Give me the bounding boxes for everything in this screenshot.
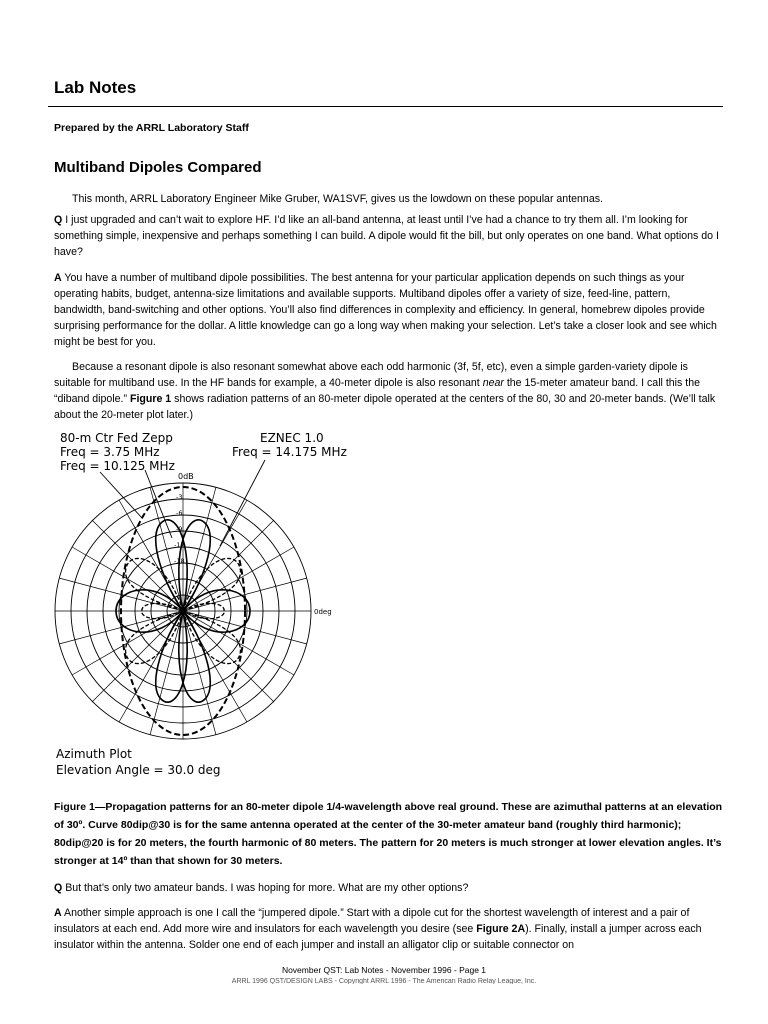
figure-2a-ref: Figure 2A xyxy=(476,923,526,935)
answer-1-label: A xyxy=(54,272,62,284)
answer-2-text-a: Another simple approach is one I call the “jumpered dipole.” Start with a dipole cut for the shortest wavelength of interest and a pair of insulators at each end. Add more wire and insulators for each wavelength you desire (see xyxy=(54,907,690,935)
question-2-label: Q xyxy=(54,882,63,894)
figure-title-line1: 80-m Ctr Fed Zepp xyxy=(60,431,173,445)
figure-freq-right: Freq = 14.175 MHz xyxy=(232,445,347,459)
article-title: Multiband Dipoles Compared xyxy=(54,159,262,176)
question-1 xyxy=(54,212,724,260)
paragraph-diband-em: near xyxy=(482,377,504,389)
page-footer-copyright: ARRL 1996 QST/DESIGN LABS - Copyright ARRL 1996 - The American Radio Relay League, Inc. xyxy=(231,978,537,984)
figure-elevation: Elevation Angle = 30.0 deg xyxy=(56,763,221,777)
paragraph-diband-c: shows radiation patterns of an 80-meter dipole operated at the centers of the 80, 30 and 20-meter bands. (We’ll talk about the 20-meter plot later.) xyxy=(54,393,716,421)
paragraph-diband-a: Because a resonant dipole is also resonant somewhat above each odd harmonic (3f, 5f, etc), even a simple garden-variety dipole is suitable for multiband use. In the HF bands for example, a 40-meter dipole is also resonant xyxy=(54,361,688,389)
ring-label: -18 xyxy=(174,557,185,565)
ring-label: -12 xyxy=(174,541,185,549)
figure-title-line2: Freq = 3.75 MHz xyxy=(60,445,160,459)
question-2-text: But that’s only two amateur bands. I was hoping for more. What are my other options? xyxy=(65,882,469,894)
page-title: Lab Notes xyxy=(54,78,137,97)
answer-1 xyxy=(54,270,724,350)
paragraph-diband xyxy=(54,359,724,423)
figure-plot-type: Azimuth Plot xyxy=(56,747,132,761)
ring-label: -3 xyxy=(176,493,183,501)
answer-2-label: A xyxy=(54,907,62,919)
figure-1-ref: Figure 1 xyxy=(129,393,172,405)
answer-2-text-b: ). Finally, install a jumper across each insulator within the antenna. Solder one end of each jumper and install an alligator clip or suitable connector on xyxy=(54,923,702,951)
figure-1-polar-plot xyxy=(50,428,370,780)
question-1-label: Q xyxy=(54,214,63,226)
intro-paragraph: This month, ARRL Laboratory Engineer Mike Gruber, WA1SVF, gives us the lowdown on these popular antennas. xyxy=(72,193,603,205)
answer-1-text: You have a number of multiband dipole possibilities. The best antenna for your particular application depends on such things as your operating habits, budget, antenna-size limitations and available supports. Multiband dipoles offer a variety of size, feed-line, pattern, bandwidth, band-switching and other options. You’ll also find differences in complexity and efficiency. In general, homebrew dipoles provide surprising performance for the dollar. A little knowledge can go a long way when making your selection. Let’s take a closer look and see which might be best for you. xyxy=(54,272,717,348)
ring-label: -9 xyxy=(176,525,183,533)
figure-odb-label: 0dB xyxy=(178,472,194,481)
figure-angle-label: 0deg xyxy=(314,608,332,616)
prepared-by: Prepared by the ARRL Laboratory Staff xyxy=(54,122,249,134)
title-rule xyxy=(48,106,723,107)
question-1-text: I just upgraded and can’t wait to explore HF. I’d like an all-band antenna, at least until I’ve had a chance to try them all. I’m looking for something simple, inexpensive and perhaps something I can build. A dipole would fit the bill, but only operates on one band. What options do I have? xyxy=(54,214,719,258)
question-2 xyxy=(54,880,724,896)
figure-1-caption: Figure 1—Propagation patterns for an 80-meter dipole 1/4-wavelength above real ground. These are azimuthal patterns at an elevation of 30º. Curve 80dip@30 is for the same antenna operated at the center of the 30-meter amateur band (roughly third harmonic); 80dip@20 is for 20 meters, the fourth harmonic of 80 meters. The pattern for 20 meters is much stronger at lower elevation angles. It’s stronger at 14º than that shown for 30 meters. xyxy=(54,801,723,867)
page-footer: November QST: Lab Notes - November 1996 - Page 1 xyxy=(281,965,487,975)
paragraph-diband-b: the 15-meter amateur band. I call this the “diband dipole.” xyxy=(54,377,700,405)
figure-title-line3: Freq = 10.125 MHz xyxy=(60,459,175,473)
figure-software: EZNEC 1.0 xyxy=(260,431,324,445)
ring-label: -6 xyxy=(176,509,183,517)
answer-2 xyxy=(54,905,724,953)
